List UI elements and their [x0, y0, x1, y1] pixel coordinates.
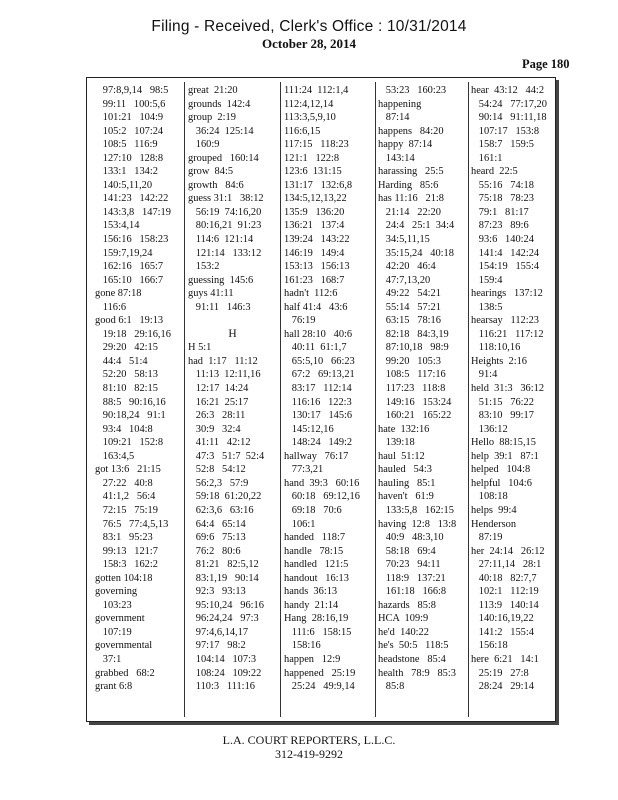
- index-entry-line: 143:14: [378, 152, 415, 164]
- index-entry-line: haul 51:12: [378, 450, 425, 462]
- index-entry-line: 130:17 145:6: [284, 410, 353, 422]
- index-entry-line: 47:3 51:7 52:4: [188, 450, 265, 462]
- index-entry-line: gotten 104:18: [95, 572, 153, 584]
- index-entry-line: 93:6 140:24: [471, 234, 534, 246]
- index-entry-line: 53:23 160:23: [378, 85, 447, 96]
- index-entry-line: he's 50:5 118:5: [378, 640, 449, 652]
- index-entry-line: governing: [95, 586, 138, 598]
- index-entry-line: HCA 109:9: [378, 613, 429, 625]
- index-entry-line: Hello 88:15,15: [471, 437, 536, 449]
- index-entry-line: 59:18 61:20,22: [188, 491, 262, 503]
- index-entry-line: 77:3,21: [284, 464, 324, 476]
- index-entry-line: 76:5 77:4,5,13: [95, 518, 169, 530]
- index-entry-line: helps 99:4: [471, 504, 517, 516]
- court-reporter-phone: 312-419-9292: [275, 747, 343, 761]
- index-entry-line: 121:14 133:12: [188, 247, 262, 259]
- index-entry-line: 92:3 93:13: [188, 586, 246, 598]
- index-entry-line: 52:20 58:13: [95, 369, 158, 381]
- index-entry-line: 103:23: [95, 599, 132, 611]
- index-entry-line: 96:24,24 97:3: [188, 613, 259, 625]
- index-entry-line: 141:4 142:24: [471, 247, 540, 259]
- index-entry-line: 161:23 168:7: [284, 274, 345, 286]
- index-entry-line: held 31:3 36:12: [471, 383, 545, 395]
- index-entry-line: grant 6:8: [95, 681, 133, 693]
- index-entry-line: half 41:4 43:6: [284, 301, 348, 313]
- index-column-1: [95, 84, 181, 717]
- index-entry-line: 11:13 12:11,16: [188, 369, 261, 381]
- index-entry-line: 83:1,19 90:14: [188, 572, 259, 584]
- index-entry-line: 111:6 158:15: [284, 626, 352, 638]
- index-entry-line: 75:18 78:23: [471, 193, 534, 205]
- index-entry-line: 116:6,15: [284, 125, 321, 137]
- index-entry-line: great 21:20: [188, 85, 238, 96]
- index-entry-line: hearsay 112:23: [471, 315, 540, 327]
- index-entry-line: group 2:19: [188, 112, 236, 124]
- index-entry-line: 67:2 69:13,21: [284, 369, 355, 381]
- index-entry-line: 133:5,8 162:15: [378, 504, 454, 516]
- index-entry-line: 108:18: [471, 491, 508, 503]
- index-entry-line: 87:14: [378, 112, 410, 124]
- index-entry-line: hand 39:3 60:16: [284, 477, 360, 489]
- index-entry-line: helpful 104:6: [471, 477, 532, 489]
- index-entry-line: 161:1: [471, 152, 503, 164]
- column-divider: [375, 82, 376, 717]
- index-entry-line: 44:4 51:4: [95, 355, 148, 367]
- index-entry-line: got 13:6 21:15: [95, 464, 161, 476]
- index-entry-line: 28:24 29:14: [471, 681, 534, 693]
- index-column-3: [284, 84, 373, 717]
- index-entry-line: 27:22 40:8: [95, 477, 153, 489]
- index-entry-line: 76:19: [284, 315, 316, 327]
- index-entry-line: 140:16,19,22: [471, 613, 534, 625]
- index-entry-line: 26:3 28:11: [188, 410, 246, 422]
- index-entry-line: grabbed 68:2: [95, 667, 155, 679]
- index-entry-line: happened 25:19: [284, 667, 356, 679]
- index-entry-line: 153:4,14: [95, 220, 140, 232]
- index-entry-line: helped 104:8: [471, 464, 531, 476]
- court-reporter-name: L.A. COURT REPORTERS, L.L.C.: [222, 733, 396, 747]
- index-entry-line: 41:1,2 56:4: [95, 491, 156, 503]
- index-entry-line: 40:11 61:1,7: [284, 342, 347, 354]
- index-entry-line: 139:24 143:22: [284, 234, 350, 246]
- index-entry-line: 99:11 100:5,6: [95, 98, 166, 110]
- index-entry-line: 25:24 49:9,14: [284, 681, 355, 693]
- index-entry-line: 88:5 90:16,16: [95, 396, 166, 408]
- index-entry-line: 54:24 77:17,20: [471, 98, 547, 110]
- index-entry-line: 87:19: [471, 532, 503, 544]
- index-entry-line: 143:3,8 147:19: [95, 206, 171, 218]
- index-entry-line: government: [95, 613, 145, 625]
- index-entry-line: 154:19 155:4: [471, 261, 540, 273]
- index-entry-line: hauled 54:3: [378, 464, 432, 476]
- index-entry-line: 62:3,6 63:16: [188, 504, 254, 516]
- index-entry-line: heard 22:5: [471, 166, 518, 178]
- index-entry-line: 72:15 75:19: [95, 504, 158, 516]
- index-entry-line: 70:23 94:11: [378, 559, 441, 571]
- section-letter: H: [228, 327, 237, 340]
- index-entry-line: 136:21 137:4: [284, 220, 345, 232]
- index-entry-line: Harding 85:6: [378, 179, 439, 191]
- index-entry-line: he'd 140:22: [378, 626, 429, 638]
- index-entry-line: 111:24 112:1,4: [284, 85, 349, 96]
- index-entry-line: hazards 85:8: [378, 599, 436, 611]
- index-entry-line: 158:16: [284, 640, 321, 652]
- index-entry-line: 64:4 65:14: [188, 518, 246, 530]
- index-entry-line: 12:17 14:24: [188, 383, 249, 395]
- index-entry-line: 141:2 155:4: [471, 626, 534, 638]
- index-entry-line: 106:1: [284, 518, 316, 530]
- index-entry-line: 93:4 104:8: [95, 423, 153, 435]
- index-column-4: [378, 84, 467, 717]
- index-entry-line: headstone 85:4: [378, 653, 446, 665]
- index-entry-line: 40:18 82:7,7: [471, 572, 537, 584]
- index-entry-line: 101:21 104:9: [95, 112, 164, 124]
- index-entry-line: 51:15 76:22: [471, 396, 534, 408]
- index-entry-line: 131:17 132:6,8: [284, 179, 353, 191]
- index-entry-line: hands 36:13: [284, 586, 338, 598]
- index-entry-line: 133:1 134:2: [95, 166, 158, 178]
- index-entry-line: 97:8,9,14 98:5: [95, 85, 169, 96]
- index-entry-line: 161:18 166:8: [378, 586, 447, 598]
- column-divider: [184, 82, 185, 717]
- index-entry-line: 107:17 153:8: [471, 125, 540, 137]
- index-entry-line: 116:6: [95, 301, 127, 313]
- index-entry-line: hearings 137:12: [471, 288, 543, 300]
- index-entry-line: 117:15 118:23: [284, 139, 349, 151]
- index-entry-line: guys 41:11: [188, 288, 234, 300]
- index-entry-line: 135:9 136:20: [284, 206, 345, 218]
- index-entry-line: 114:6 121:14: [188, 234, 254, 246]
- index-entry-line: 47:7,13,20: [378, 274, 431, 286]
- index-entry-line: 99:13 121:7: [95, 545, 158, 557]
- index-entry-line: 162:16 165:7: [95, 261, 164, 273]
- index-entry-line: 56:2,3 57:9: [188, 477, 249, 489]
- index-entry-line: 79:1 81:17: [471, 206, 529, 218]
- index-entry-line: has 11:16 21:8: [378, 193, 444, 205]
- index-entry-line: 160:21 165:22: [378, 410, 452, 422]
- index-entry-line: Henderson: [471, 518, 517, 530]
- index-entry-line: 116:21 117:12: [471, 328, 544, 340]
- index-entry-line: 149:16 153:24: [378, 396, 452, 408]
- index-entry-line: happening: [378, 98, 422, 110]
- index-entry-line: 55:14 57:21: [378, 301, 441, 313]
- index-entry-line: H 5:1: [188, 342, 212, 354]
- index-entry-line: health 78:9 85:3: [378, 667, 456, 679]
- index-entry-line: 37:1: [95, 653, 122, 665]
- index-entry-line: handled 121:5: [284, 559, 349, 571]
- column-divider: [468, 82, 469, 717]
- index-entry-line: 42:20 46:4: [378, 261, 436, 273]
- index-entry-line: 105:2 107:24: [95, 125, 164, 137]
- index-entry-line: 138:5: [471, 301, 503, 313]
- index-entry-line: hate 132:16: [378, 423, 430, 435]
- index-entry-line: 41:11 42:12: [188, 437, 251, 449]
- index-entry-line: 55:16 74:18: [471, 179, 534, 191]
- index-entry-line: 159:4: [471, 274, 503, 286]
- index-entry-line: 148:24 149:2: [284, 437, 353, 449]
- index-entry-line: 108:24 109:22: [188, 667, 262, 679]
- index-entry-line: 65:5,10 66:23: [284, 355, 355, 367]
- index-entry-line: 136:12: [471, 423, 508, 435]
- index-entry-line: 34:5,11,15: [378, 234, 430, 246]
- index-entry-line: 145:12,16: [284, 423, 334, 435]
- index-entry-line: 27:11,14 28:1: [471, 559, 542, 571]
- index-entry-line: 69:6 75:13: [188, 532, 246, 544]
- index-entry-line: 83:1 95:23: [95, 532, 153, 544]
- index-entry-line: 36:24 125:14: [188, 125, 254, 137]
- index-entry-line: 102:1 112:19: [471, 586, 539, 598]
- index-entry-line: hadn't 112:6: [284, 288, 338, 300]
- index-entry-line: 91:4: [471, 369, 498, 381]
- index-entry-line: 95:10,24 96:16: [188, 599, 264, 611]
- index-entry-line: growth 84:6: [188, 179, 244, 191]
- index-entry-line: here 6:21 14:1: [471, 653, 539, 665]
- index-entry-line: 110:3 111:16: [188, 681, 255, 693]
- index-entry-line: 87:10,18 98:9: [378, 342, 449, 354]
- index-entry-line: 118:9 137:21: [378, 572, 446, 584]
- index-entry-line: 121:1 122:8: [284, 152, 340, 164]
- index-frame: [86, 77, 556, 722]
- index-entry-line: grouped 160:14: [188, 152, 259, 164]
- index-entry-line: 97:4,6,14,17: [188, 626, 249, 638]
- index-entry-line: handout 16:13: [284, 572, 349, 584]
- index-entry-line: 158:3 162:2: [95, 559, 158, 571]
- index-entry-line: grow 84:5: [188, 166, 234, 178]
- index-entry-line: 24:4 25:1 34:4: [378, 220, 455, 232]
- index-entry-line: happen 12:9: [284, 653, 341, 665]
- index-entry-line: 153:13 156:13: [284, 261, 350, 273]
- index-entry-line: gone 87:18: [95, 288, 142, 300]
- index-entry-line: 69:18 70:6: [284, 504, 342, 516]
- index-entry-line: 63:15 78:16: [378, 315, 441, 327]
- index-entry-line: 82:18 84:3,19: [378, 328, 449, 340]
- index-entry-line: her 24:14 26:12: [471, 545, 545, 557]
- page-number: Page 180: [522, 57, 570, 71]
- index-entry-line: 25:19 27:8: [471, 667, 529, 679]
- index-entry-line: 81:10 82:15: [95, 383, 158, 395]
- index-entry-line: 58:18 69:4: [378, 545, 436, 557]
- column-divider: [280, 82, 281, 717]
- index-entry-line: 40:9 48:3,10: [378, 532, 444, 544]
- index-entry-line: 16:21 25:17: [188, 396, 249, 408]
- index-entry-line: 156:18: [471, 640, 508, 652]
- index-entry-line: 139:18: [378, 437, 415, 449]
- transcript-date: October 28, 2014: [262, 36, 356, 51]
- index-entry-line: 90:18,24 91:1: [95, 410, 166, 422]
- index-entry-line: Heights 2:16: [471, 355, 527, 367]
- index-entry-line: harassing 25:5: [378, 166, 444, 178]
- index-entry-line: having 12:8 13:8: [378, 518, 457, 530]
- index-entry-line: 29:20 42:15: [95, 342, 158, 354]
- index-entry-line: haven't 61:9: [378, 491, 434, 503]
- index-entry-line: 160:9: [188, 139, 220, 151]
- index-entry-line: grounds 142:4: [188, 98, 251, 110]
- filing-stamp: Filing - Received, Clerk's Office : 10/31/2014: [151, 18, 467, 35]
- index-entry-line: 127:10 128:8: [95, 152, 164, 164]
- index-entry-line: 35:15,24 40:18: [378, 247, 454, 259]
- index-entry-line: 60:18 69:12,16: [284, 491, 360, 503]
- index-entry-line: 80:16,21 91:23: [188, 220, 262, 232]
- index-entry-line: 134:5,12,13,22: [284, 193, 347, 205]
- index-entry-line: 117:23 118:8: [378, 383, 446, 395]
- index-entry-line: 112:4,12,14: [284, 98, 334, 110]
- index-entry-line: 141:23 142:22: [95, 193, 169, 205]
- index-entry-line: happy 87:14: [378, 139, 433, 151]
- index-entry-line: 163:4,5: [95, 450, 135, 462]
- index-entry-line: 83:17 112:14: [284, 383, 352, 395]
- index-entry-line: Hang 28:16,19: [284, 613, 349, 625]
- index-entry-line: 52:8 54:12: [188, 464, 246, 476]
- index-entry-line: good 6:1 19:13: [95, 315, 164, 327]
- index-entry-line: 104:14 107:3: [188, 653, 257, 665]
- index-entry-line: 19:18 29:16,16: [95, 328, 171, 340]
- index-entry-line: happens 84:20: [378, 125, 444, 137]
- index-entry-line: 99:20 105:3: [378, 355, 441, 367]
- index-entry-line: 56:19 74:16,20: [188, 206, 262, 218]
- index-entry-line: guessing 145:6: [188, 274, 254, 286]
- index-entry-line: 76:2 80:6: [188, 545, 241, 557]
- index-entry-line: 156:16 158:23: [95, 234, 169, 246]
- index-entry-line: handy 21:14: [284, 599, 339, 611]
- index-entry-line: 90:14 91:11,18: [471, 112, 547, 124]
- index-entry-line: 85:8: [378, 681, 405, 693]
- index-column-2: [188, 84, 277, 717]
- index-entry-line: hear 43:12 44:2: [471, 85, 545, 96]
- index-entry-line: 108:5 117:16: [378, 369, 446, 381]
- index-entry-line: 113:9 140:14: [471, 599, 539, 611]
- index-entry-line: 158:7 159:5: [471, 139, 534, 151]
- index-entry-line: hauling 85:1: [378, 477, 436, 489]
- index-entry-line: 140:5,11,20: [95, 179, 153, 191]
- index-entry-line: 113:3,5,9,10: [284, 112, 336, 124]
- index-entry-line: [188, 314, 277, 328]
- index-entry-line: 118:10,16: [471, 342, 521, 354]
- index-entry-line: hallway 76:17: [284, 450, 349, 462]
- index-entry-line: 109:21 152:8: [95, 437, 164, 449]
- index-entry-line: 153:2: [188, 261, 220, 273]
- index-entry-line: 107:19: [95, 626, 132, 638]
- index-entry-line: 87:23 89:6: [471, 220, 529, 232]
- index-entry-line: 108:5 116:9: [95, 139, 158, 151]
- index-entry-line: 146:19 149:4: [284, 247, 345, 259]
- index-entry-line: help 39:1 87:1: [471, 450, 539, 462]
- index-entry-line: hall 28:10 40:6: [284, 328, 353, 340]
- index-column-5: [471, 84, 555, 717]
- index-entry-line: 123:6 131:15: [284, 166, 342, 178]
- index-entry-line: handle 78:15: [284, 545, 344, 557]
- index-entry-line: 91:11 146:3: [188, 301, 251, 313]
- index-entry-line: had 1:17 11:12: [188, 355, 258, 367]
- index-entry-line: 116:16 122:3: [284, 396, 352, 408]
- index-entry-line: 49:22 54:21: [378, 288, 441, 300]
- index-entry-line: 21:14 22:20: [378, 206, 441, 218]
- index-entry-line: 97:17 98:2: [188, 640, 246, 652]
- index-entry-line: guess 31:1 38:12: [188, 193, 264, 205]
- index-entry-line: 30:9 32:4: [188, 423, 241, 435]
- index-entry-line: 83:10 99:17: [471, 410, 534, 422]
- index-entry-line: 165:10 166:7: [95, 274, 164, 286]
- index-entry-line: 159:7,19,24: [95, 247, 153, 259]
- index-entry-line: governmental: [95, 640, 153, 652]
- index-entry-line: 81:21 82:5,12: [188, 559, 259, 571]
- index-entry-line: handed 118:7: [284, 532, 346, 544]
